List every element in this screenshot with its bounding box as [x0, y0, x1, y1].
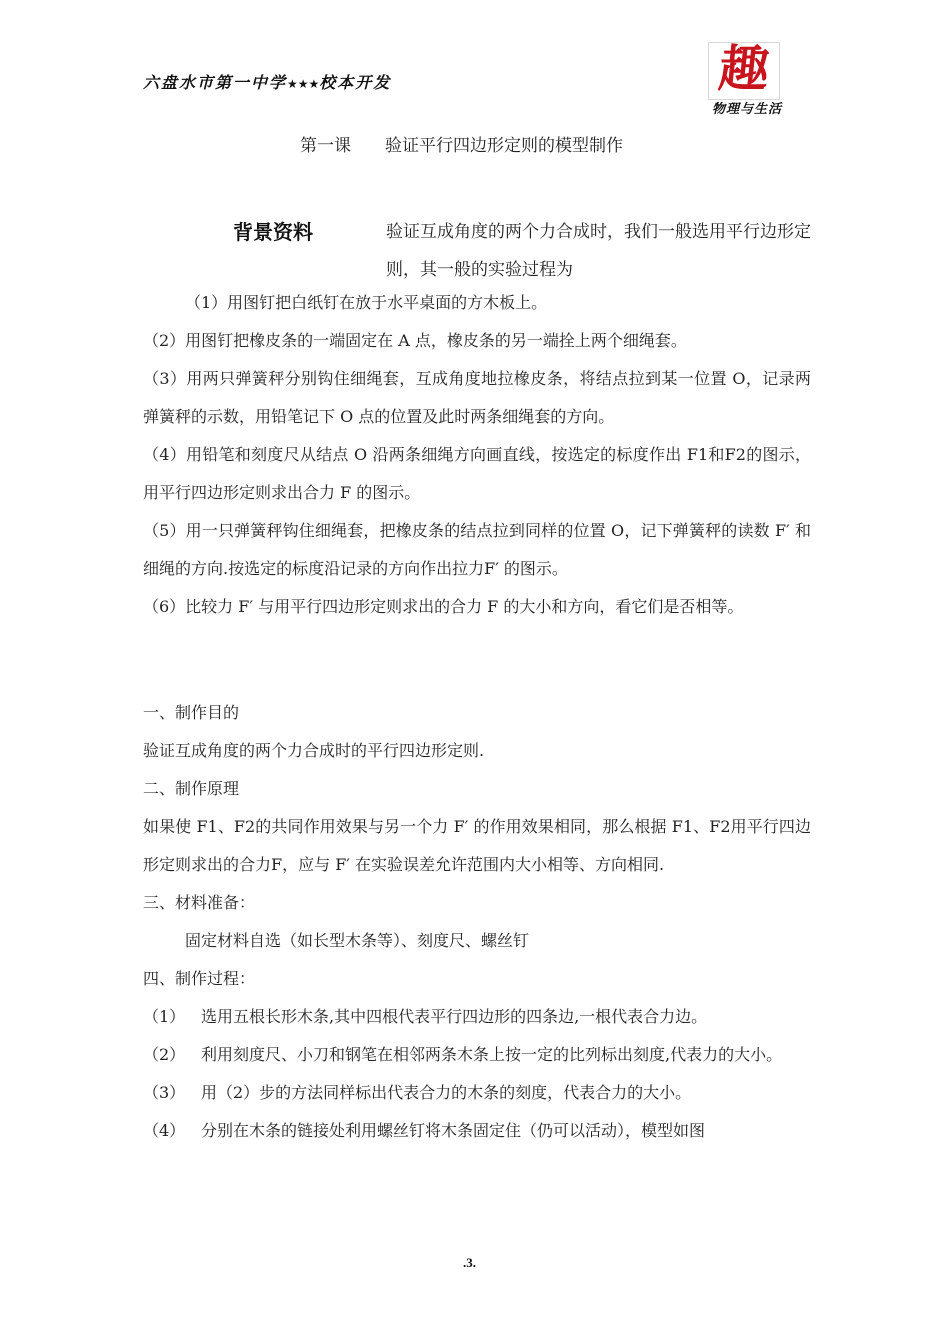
section-text: 如果使 F1、F2的共同作用效果与另一个力 F′ 的作用效果相同，那么根据 F1、F2用平行四边形定则求出的合力F，应与 F′ 在实验误差允许范围内大小相等、方向相同. [143, 817, 811, 874]
process-text: 选用五根长形木条,其中四根代表平行四边形的四条边,一根代表合力边。 [201, 1007, 708, 1026]
page-number: .3. [463, 1255, 476, 1270]
step-item: （3）用两只弹簧秤分别钩住细绳套，互成角度地拉橡皮条，将结点拉到某一位置 O，记录两弹簧秤的示数，用铅笔记下 O 点的位置及此时两条细绳套的方向。 [143, 369, 811, 426]
lesson-topic: 验证平行四边形定则的模型制作 [385, 136, 623, 156]
star-icons: ★★★ [287, 77, 320, 91]
step-item: （4）用铅笔和刻度尺从结点 O 沿两条细绳方向画直线，按选定的标度作出 F1和F2的图示，用平行四边形定则求出合力 F 的图示。 [143, 445, 811, 502]
process-text: 利用刻度尺、小刀和钢笔在相邻两条木条上按一定的比列标出刻度,代表力的大小。 [201, 1045, 783, 1064]
section-purpose [143, 694, 811, 1150]
process-number: （2） [143, 1045, 186, 1064]
school-name: 六盘水市第一中学 [143, 73, 288, 92]
section-text: 固定材料自选（如长型木条等）、刻度尺、螺丝钉 [185, 931, 530, 950]
page-title [300, 131, 623, 156]
process-number: （4） [143, 1121, 186, 1140]
step-item: （2）用图钉把橡皮条的一端固定在 A 点，橡皮条的另一端拴上两个细绳套。 [143, 331, 687, 350]
process-item [143, 1074, 811, 1112]
section-heading: 一、制作目的 [143, 703, 240, 722]
logo-character: 趣 [715, 39, 773, 98]
lesson-number: 第一课 [300, 136, 351, 156]
background-intro: 验证互成角度的两个力合成时，我们一般选用平行边形定则，其一般的实验过程为 [386, 222, 811, 280]
school-suffix: 校本开发 [319, 73, 392, 92]
step-item: （6）比较力 F′ 与用平行四边形定则求出的合力 F 的大小和方向，看它们是否相等。 [143, 597, 744, 616]
school-header [143, 70, 391, 93]
section-heading: 二、制作原理 [143, 779, 240, 798]
logo [698, 38, 794, 120]
process-text: 分别在木条的链接处利用螺丝钉将木条固定住（仍可以活动），模型如图 [201, 1121, 706, 1140]
section-text: 验证互成角度的两个力合成时的平行四边形定则. [143, 741, 485, 760]
process-item [143, 998, 811, 1036]
process-number: （1） [143, 1007, 186, 1026]
background-label: 背景资料 [233, 220, 313, 244]
step-item: （1）用图钉把白纸钉在放于水平桌面的方木板上。 [185, 293, 548, 312]
section-heading: 四、制作过程： [143, 969, 256, 988]
process-item [143, 1036, 811, 1074]
step-item: （5）用一只弹簧秤钩住细绳套，把橡皮条的结点拉到同样的位置 O，记下弹簧秤的读数 F′ 和细绳的方向.按选定的标度沿记录的方向作出拉力F′ 的图示。 [143, 521, 811, 578]
process-text: 用（2）步的方法同样标出代表合力的木条的刻度，代表合力的大小。 [201, 1083, 692, 1102]
process-number: （3） [143, 1083, 186, 1102]
section-heading: 三、材料准备： [143, 893, 256, 912]
process-item [143, 1112, 811, 1150]
experiment-steps [143, 284, 811, 626]
logo-caption: 物理与生活 [711, 102, 782, 117]
